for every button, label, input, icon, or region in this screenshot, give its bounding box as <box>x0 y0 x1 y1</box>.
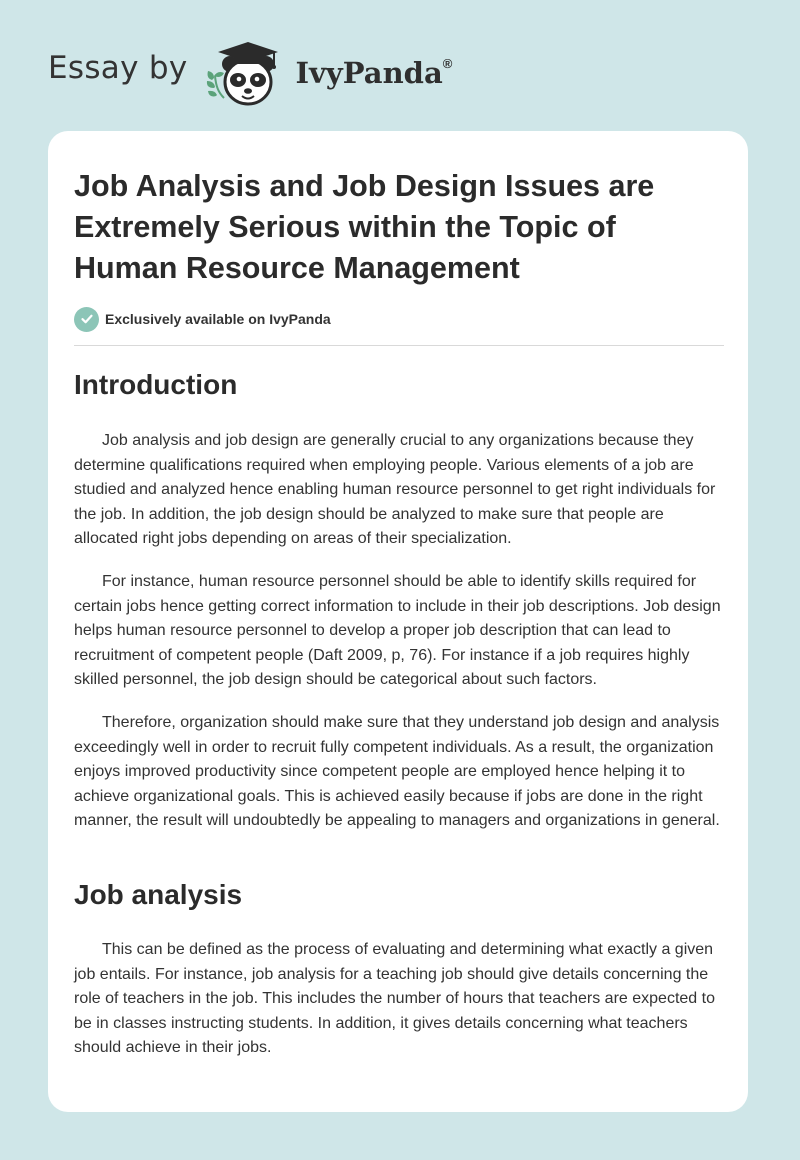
paragraph: Job analysis and job design are generally crucial to any organizations because they determine qualifications required when employing people. Various elements of a job are studied and analyzed hence enabling human resource personnel to get right individuals for the job. In addition, the job design should be analyzed to make sure that people are allocated right jobs depending on areas of their specialization. <box>74 432 716 548</box>
checkmark-icon <box>74 307 99 332</box>
brand-name[interactable]: IvyPanda® <box>295 56 453 90</box>
section-heading: Introduction <box>74 369 238 400</box>
essay-card <box>48 131 748 1112</box>
exclusive-badge-text: Exclusively available on IvyPanda <box>105 311 331 327</box>
registered-mark: ® <box>442 56 453 72</box>
page-title: Job Analysis and Job Design Issues are Extremely Serious within the Topic of Human Resource Management <box>74 169 655 285</box>
site-header <box>48 36 452 108</box>
paragraph: This can be defined as the process of evaluating and determining what exactly a given job entails. For instance, job analysis for a teaching job should give details concerning the role of teachers in the job. This includes the number of hours that teachers are expected to be in classes instructing students. In addition, it gives details concerning what teachers should achieve in their jobs. <box>74 941 715 1057</box>
panda-graduation-cap-icon[interactable] <box>202 36 294 108</box>
paragraph: For instance, human resource personnel should be able to identify skills required for certain jobs hence getting correct information to include in their job descriptions. Job design helps human resource personnel to develop a proper job description that can lead to recruitment of competent people (Daft 2009, p, 76). For instance if a job requires highly skilled personnel, the job design should be categorical about such factors. <box>74 573 721 689</box>
essay-by-label: Essay by <box>48 50 188 86</box>
paragraph: Therefore, organization should make sure that they understand job design and analysis exceedingly well in order to recruit fully competent individuals. As a result, the organization enjoys improved productivity since competent people are employed hence helping it to achieve organizational goals. This is achieved easily because if jobs are done in the right manner, the result will undoubtedly be appealing to managers and organizations in general. <box>74 714 720 830</box>
section-heading: Job analysis <box>74 879 243 910</box>
divider <box>74 345 724 346</box>
exclusive-badge <box>74 306 331 332</box>
